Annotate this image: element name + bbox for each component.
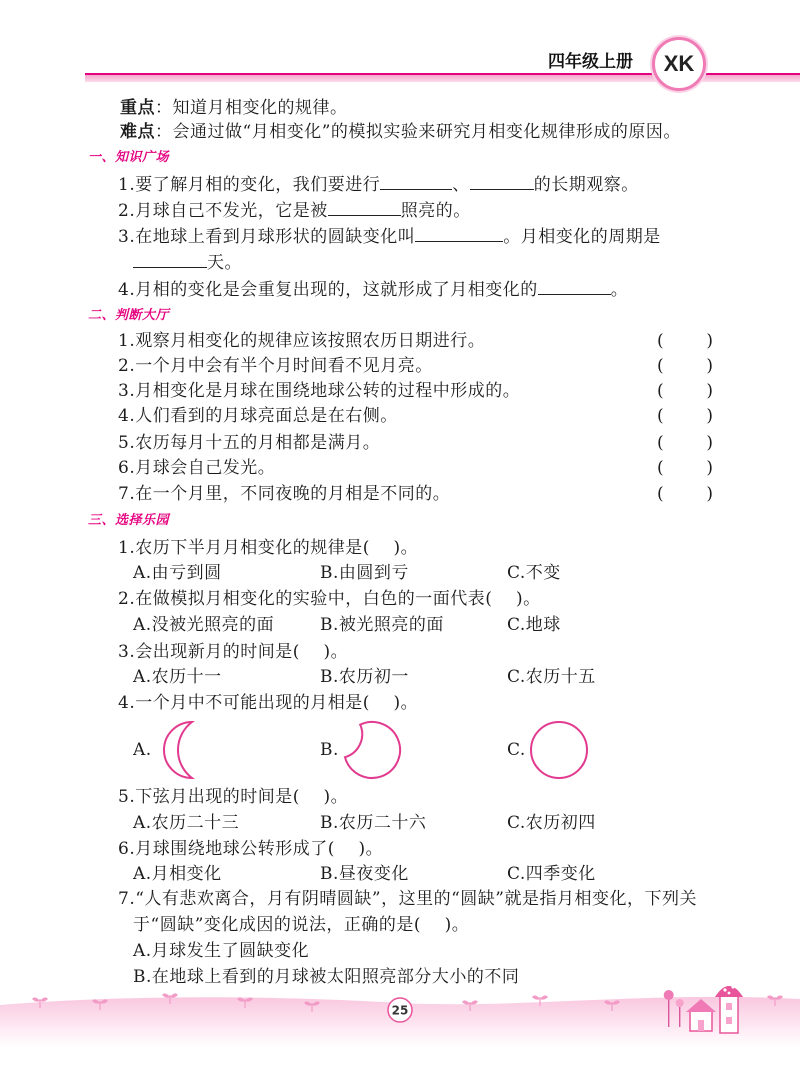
section-title-choice: 三、选择乐园 — [88, 513, 170, 528]
answer-blank[interactable] — [133, 266, 207, 268]
choice-question-4 — [118, 692, 418, 714]
fill-blank-question-2 — [118, 200, 471, 222]
judgement-item — [118, 457, 275, 479]
bracket-close: ) — [706, 406, 713, 426]
answer-blank[interactable] — [470, 188, 534, 190]
option-c[interactable]: C.农历十五 — [507, 667, 596, 687]
question-text: 天。 — [207, 253, 242, 273]
bracket-open: ( — [657, 331, 664, 351]
fill-blank-question-4 — [118, 279, 628, 301]
bracket-close: ) — [706, 458, 713, 478]
difficulty-line — [120, 121, 681, 143]
option-b[interactable]: B.昼夜变化 — [320, 864, 409, 884]
option-b[interactable]: B.在地球上看到的月球被太阳照亮部分大小的不同 — [133, 967, 520, 987]
section-title-knowledge: 一、知识广场 — [88, 150, 170, 165]
question-stem: 6.月球围绕地球公转形成了( )。 — [118, 839, 384, 859]
judgement-item — [118, 330, 485, 352]
option-c[interactable]: C.地球 — [507, 615, 561, 635]
answer-bracket[interactable] — [657, 483, 713, 505]
bracket-open: ( — [657, 356, 664, 376]
judgement-text: 3.月相变化是月球在围绕地球公转的过程中形成的。 — [118, 381, 521, 401]
bracket-open: ( — [657, 406, 664, 426]
question-text: 1.要了解月相的变化，我们要进行 — [118, 175, 381, 195]
judgement-item — [118, 380, 520, 402]
option-a[interactable]: A.农历二十三 — [133, 813, 240, 833]
judgement-text: 5.农历每月十五的月相都是满月。 — [118, 433, 381, 453]
question-stem: 7.“人有悲欢离合，月有阴晴圆缺”，这里的“圆缺”就是指月相变化，下列关 — [118, 889, 697, 909]
answer-bracket[interactable] — [657, 330, 713, 352]
footer-decoration — [0, 975, 800, 1085]
question-text: 照亮的。 — [400, 201, 471, 221]
option-c[interactable]: C.不变 — [507, 563, 561, 583]
key-point-text: ：知道月相变化的规律。 — [155, 98, 348, 118]
choice-question-6 — [118, 838, 383, 860]
answer-bracket[interactable] — [657, 432, 713, 454]
answer-bracket[interactable] — [657, 380, 713, 402]
option-b[interactable]: B.农历二十六 — [320, 813, 427, 833]
judgement-item — [118, 432, 380, 454]
question-stem: 3.会出现新月的时间是( )。 — [118, 642, 349, 662]
choice-question-2 — [118, 588, 541, 610]
judgement-item — [118, 483, 450, 505]
answer-blank[interactable] — [538, 293, 611, 295]
bracket-close: ) — [706, 331, 713, 351]
bracket-close: ) — [706, 484, 713, 504]
answer-bracket[interactable] — [657, 457, 713, 479]
answer-blank[interactable] — [328, 214, 401, 216]
question-text: 3.在地球上看到月球形状的圆缺变化叫 — [118, 227, 416, 247]
grade-label: 四年级上册 — [548, 52, 633, 72]
option-b[interactable]: B.由圆到亏 — [320, 563, 409, 583]
question-text: 。月相变化的周期是 — [503, 227, 661, 247]
question-text: 的长期观察。 — [533, 175, 639, 195]
fill-blank-question-1 — [118, 174, 639, 196]
section-title-judgement: 二、判断大厅 — [88, 308, 170, 323]
answer-bracket[interactable] — [657, 355, 713, 377]
crescent-moon-icon[interactable] — [338, 718, 402, 782]
option-c[interactable]: C.农历初四 — [507, 813, 596, 833]
full-moon-icon[interactable] — [528, 718, 592, 782]
fill-blank-question-3 — [118, 226, 661, 248]
judgement-item — [118, 405, 398, 427]
option-a[interactable]: A.没被光照亮的面 — [133, 615, 275, 635]
option-c[interactable]: C.四季变化 — [507, 864, 596, 884]
page-number: 25 — [391, 1003, 409, 1018]
answer-blank[interactable] — [380, 188, 452, 190]
judgement-item — [118, 355, 433, 377]
question-stem: 1.农历下半月月相变化的规律是( )。 — [118, 538, 419, 558]
bracket-close: ) — [706, 381, 713, 401]
question-stem: 于“圆缺”变化成因的说法，正确的是( )。 — [133, 915, 470, 935]
edition-badge — [652, 37, 706, 91]
question-stem: 2.在做模拟月相变化的实验中，白色的一面代表( )。 — [118, 589, 541, 609]
option-a[interactable]: A.月相变化 — [133, 864, 222, 884]
answer-bracket[interactable] — [657, 405, 713, 427]
bracket-open: ( — [657, 381, 664, 401]
option-b[interactable]: B. — [320, 740, 339, 760]
question-text: 2.月球自己不发光，它是被 — [118, 201, 328, 221]
choice-question-7 — [118, 888, 697, 910]
bracket-close: ) — [706, 356, 713, 376]
option-a[interactable]: A.农历十一 — [133, 667, 222, 687]
question-text: 、 — [452, 175, 470, 195]
choice-question-3 — [118, 641, 348, 663]
choice-question-5 — [118, 786, 348, 808]
judgement-text: 4.人们看到的月球亮面总是在右侧。 — [118, 406, 398, 426]
question-stem: 4.一个月中不可能出现的月相是( )。 — [118, 693, 419, 713]
judgement-text: 2.一个月中会有半个月时间看不见月亮。 — [118, 356, 433, 376]
choice-question-7-continued — [133, 914, 469, 936]
judgement-text: 1.观察月相变化的规律应该按照农历日期进行。 — [118, 331, 486, 351]
option-c[interactable]: C. — [507, 740, 526, 760]
bracket-close: ) — [706, 433, 713, 453]
option-a[interactable]: A.月球发生了圆缺变化 — [133, 941, 310, 961]
bracket-open: ( — [657, 484, 664, 504]
bracket-open: ( — [657, 458, 664, 478]
question-text: 4.月相的变化是会重复出现的，这就形成了月相变化的 — [118, 280, 538, 300]
difficulty-label: 难点 — [120, 122, 155, 142]
difficulty-text: ：会通过做“月相变化”的模拟实验来研究月相变化规律形成的原因。 — [155, 122, 681, 142]
option-a[interactable]: A.由亏到圆 — [133, 563, 222, 583]
crescent-moon-icon[interactable] — [158, 718, 198, 782]
question-text: 。 — [610, 280, 629, 300]
question-stem: 5.下弦月出现的时间是( )。 — [118, 787, 349, 807]
bracket-open: ( — [657, 433, 664, 453]
answer-blank[interactable] — [415, 240, 503, 242]
option-a[interactable]: A. — [133, 740, 152, 760]
judgement-text: 7.在一个月里，不同夜晚的月相是不同的。 — [118, 484, 451, 504]
choice-question-1 — [118, 537, 418, 559]
option-b[interactable]: B.被光照亮的面 — [320, 615, 444, 635]
fill-blank-question-3-continued — [133, 252, 242, 274]
key-point-label: 重点 — [120, 98, 155, 118]
judgement-text: 6.月球会自己发光。 — [118, 458, 276, 478]
key-point-line — [120, 97, 348, 119]
option-b[interactable]: B.农历初一 — [320, 667, 409, 687]
edition-badge-text: XK — [663, 51, 695, 76]
